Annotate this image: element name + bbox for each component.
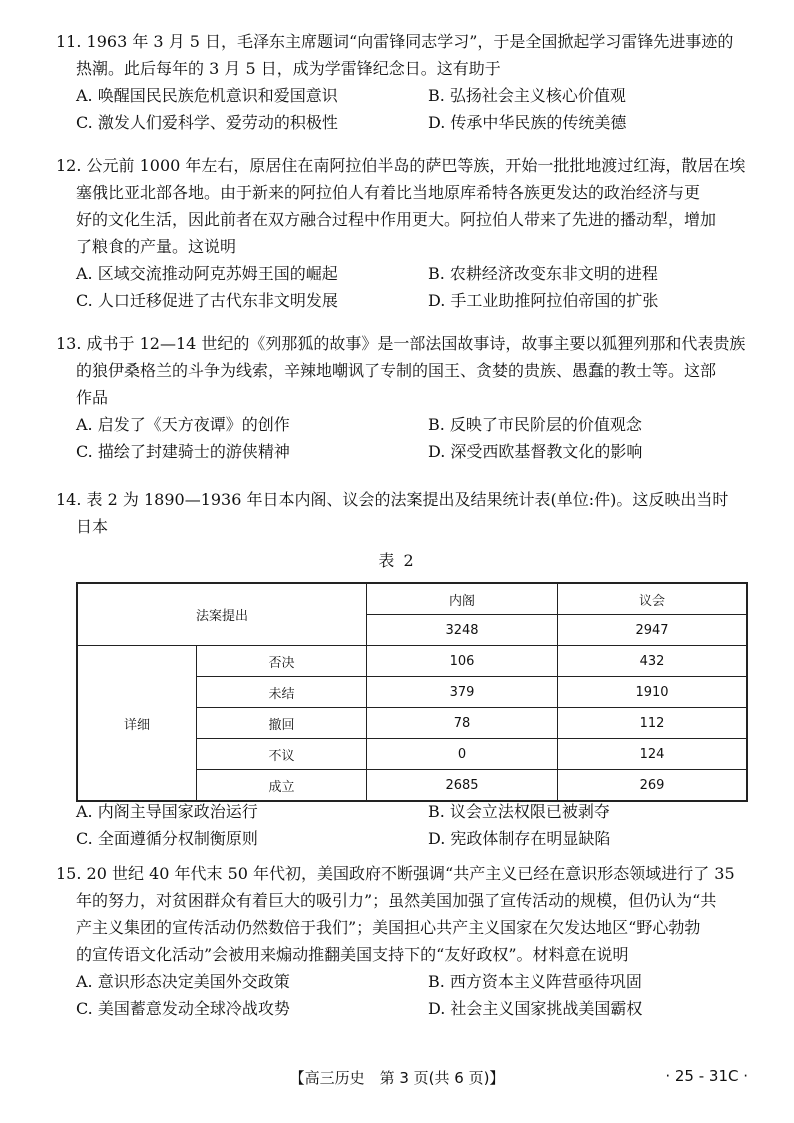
question-13-stem-line: 作品	[76, 388, 109, 407]
option-a: A. 意识形态决定美国外交政策	[76, 972, 290, 991]
option-c: C. 全面遵循分权制衡原则	[76, 829, 258, 848]
table-row	[77, 583, 747, 615]
table-row	[77, 646, 747, 677]
question-12-options	[56, 260, 746, 314]
cell-diet: 432	[558, 646, 748, 677]
question-15-stem-line: 年的努力，对贫困群众有着巨大的吸引力”；虽然美国加强了宣传活动的规模，但仍认为“共	[76, 891, 717, 910]
table-caption: 表 2	[378, 551, 416, 570]
header-label-cell: 法案提出	[77, 583, 367, 646]
cell-cabinet: 2685	[367, 770, 558, 802]
footer-code: · 25 - 31C ·	[665, 1067, 748, 1085]
question-11-stem-line: 11. 1963 年 3 月 5 日，毛泽东主席题词“向雷锋同志学习”，于是全国掀起学习雷锋先进事迹的	[56, 32, 734, 51]
column-header-cabinet: 内阁	[367, 583, 558, 615]
question-14-stem-line: 日本	[76, 517, 109, 536]
option-b: B. 西方资本主义阵营亟待巩固	[428, 972, 642, 991]
cell-cabinet: 106	[367, 646, 558, 677]
option-a: A. 启发了《天方夜谭》的创作	[76, 415, 290, 434]
question-15-stem-line: 的宣传语文化活动”会被用来煽动推翻美国支持下的“友好政权”。材料意在说明	[76, 945, 629, 964]
cell-cabinet: 78	[367, 708, 558, 739]
question-12	[56, 152, 746, 314]
option-d: D. 传承中华民族的传统美德	[428, 113, 627, 132]
cell-diet: 112	[558, 708, 748, 739]
cell-diet: 269	[558, 770, 748, 802]
question-14-stem-line: 14. 表 2 为 1890—1936 年日本内阁、议会的法案提出及结果统计表(单位:件)。这反映出当时	[56, 490, 729, 509]
question-14	[56, 486, 746, 540]
option-b: B. 议会立法权限已被剥夺	[428, 802, 610, 821]
question-13-stem-line: 13. 成书于 12—14 世纪的《列那狐的故事》是一部法国故事诗，故事主要以狐狸列那和代表贵族	[56, 334, 746, 353]
question-14-options-block	[56, 798, 746, 852]
row-label: 否决	[197, 646, 367, 677]
option-a: A. 唤醒国民民族危机意识和爱国意识	[76, 86, 338, 105]
option-c: C. 描绘了封建骑士的游侠精神	[76, 442, 290, 461]
question-15-stem-line: 产主义集团的宣传活动仍然数倍于我们”；美国担心共产主义国家在欠发达地区“野心勃勃	[76, 918, 701, 937]
group-label-cell: 详细	[77, 646, 197, 802]
option-b: B. 农耕经济改变东非文明的进程	[428, 264, 658, 283]
question-13-stem-line: 的狼伊桑格兰的斗争为线索，辛辣地嘲讽了专制的国王、贪婪的贵族、愚蠢的教士等。这部	[76, 361, 717, 380]
question-14-options	[56, 798, 746, 852]
option-a: A. 区域交流推动阿克苏姆王国的崛起	[76, 264, 338, 283]
question-11-options	[56, 82, 746, 136]
option-b: B. 反映了市民阶层的价值观念	[428, 415, 642, 434]
question-11-stem-line: 热潮。此后每年的 3 月 5 日，成为学雷锋纪念日。这有助于	[76, 59, 501, 78]
row-label: 撤回	[197, 708, 367, 739]
option-d: D. 手工业助推阿拉伯帝国的扩张	[428, 291, 659, 310]
option-a: A. 内阁主导国家政治运行	[76, 802, 258, 821]
bill-statistics-table	[76, 582, 748, 802]
option-d: D. 宪政体制存在明显缺陷	[428, 829, 611, 848]
question-11	[56, 28, 746, 136]
footer-page-info: 【高三历史 第 3 页(共 6 页)】	[289, 1069, 505, 1087]
total-cabinet: 3248	[367, 615, 558, 646]
question-15	[56, 860, 746, 1022]
option-d: D. 社会主义国家挑战美国霸权	[428, 999, 643, 1018]
option-b: B. 弘扬社会主义核心价值观	[428, 86, 626, 105]
option-c: C. 美国蓄意发动全球冷战攻势	[76, 999, 290, 1018]
row-label: 不议	[197, 739, 367, 770]
cell-diet: 1910	[558, 677, 748, 708]
cell-diet: 124	[558, 739, 748, 770]
row-label: 成立	[197, 770, 367, 802]
row-label: 未结	[197, 677, 367, 708]
option-c: C. 人口迁移促进了古代东非文明发展	[76, 291, 338, 310]
cell-cabinet: 0	[367, 739, 558, 770]
question-13	[56, 330, 746, 465]
question-15-options	[56, 968, 746, 1022]
column-header-diet: 议会	[558, 583, 748, 615]
question-12-stem-line: 塞俄比亚北部各地。由于新来的阿拉伯人有着比当地原库希特各族更发达的政治经济与更	[76, 183, 701, 202]
question-12-stem-line: 12. 公元前 1000 年左右，原居住在南阿拉伯半岛的萨巴等族，开始一批批地渡过红海，散居在埃	[56, 156, 746, 175]
question-13-options	[56, 411, 746, 465]
total-diet: 2947	[558, 615, 748, 646]
question-15-stem-line: 15. 20 世纪 40 年代末 50 年代初，美国政府不断强调“共产主义已经在意识形态领域进行了 35	[56, 864, 735, 883]
cell-cabinet: 379	[367, 677, 558, 708]
option-c: C. 激发人们爱科学、爱劳动的积极性	[76, 113, 338, 132]
option-d: D. 深受西欧基督教文化的影响	[428, 442, 643, 461]
question-12-stem-line: 了粮食的产量。这说明	[76, 237, 237, 256]
question-12-stem-line: 好的文化生活，因此前者在双方融合过程中作用更大。阿拉伯人带来了先进的播动犁，增加	[76, 210, 717, 229]
